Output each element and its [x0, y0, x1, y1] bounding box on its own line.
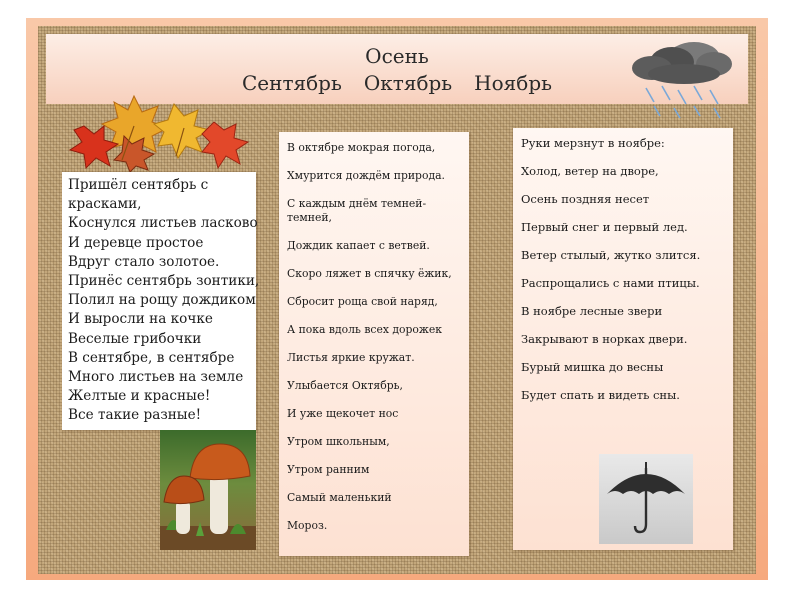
month-september: Сентябрь [241, 71, 342, 95]
poem-line: Самый маленький [287, 491, 392, 504]
poem-line: Распрощались с нами птицы. [521, 276, 700, 290]
poem-line: Будет спать и видеть сны. [521, 388, 680, 402]
poem-spacer [287, 337, 469, 351]
poem-line: Холод, ветер на дворе, [521, 164, 659, 178]
poem-line: Сбросит роща свой наряд, [287, 295, 438, 308]
poem-line: Утром школьным, [287, 435, 390, 448]
poem-spacer [287, 449, 469, 463]
poem-line: Руки мерзнут в ноябре: [521, 136, 665, 150]
poem-spacer [287, 183, 469, 197]
poem-line: Первый снег и первый лед. [521, 220, 688, 234]
poem-line: Хмурится дождём природа. [287, 169, 445, 182]
poem-spacer [521, 318, 733, 332]
poem-spacer [287, 253, 469, 267]
month-november: Ноябрь [474, 71, 553, 95]
poem-line: В ноябре лесные звери [521, 304, 663, 318]
poem-spacer [287, 155, 469, 169]
poem-spacer [287, 505, 469, 519]
umbrella-picture [599, 454, 693, 544]
poem-line: Полил на рощу дождиком [68, 292, 256, 309]
poem-spacer [287, 281, 469, 295]
poem-line: Ветер стылый, жутко злится. [521, 248, 701, 262]
october-poem-panel [279, 132, 469, 556]
mushroom-picture [160, 430, 256, 550]
poem-line: Листья яркие кружат. [287, 351, 415, 364]
poem-spacer [287, 421, 469, 435]
poem-spacer [521, 262, 733, 276]
poem-spacer [521, 150, 733, 164]
poem-spacer [287, 309, 469, 323]
poem-spacer [521, 290, 733, 304]
poem-line: Много листьев на земле [68, 369, 244, 386]
poem-line: Осень поздняя несет [521, 192, 650, 206]
poem-line: А пока вдоль всех дорожек [287, 323, 442, 336]
month-october: Октябрь [363, 71, 453, 95]
poem-spacer [521, 374, 733, 388]
mushroom-icon [160, 430, 256, 550]
poem-spacer [287, 393, 469, 407]
page-title: Осень [365, 44, 429, 68]
poem-line: В сентябре, в сентябре [68, 349, 235, 366]
poem-line: Желтые и красные! [68, 388, 211, 405]
poem-line: Вдруг стало золотое. [68, 253, 220, 270]
poem-line: Веселые грибочки [68, 330, 202, 347]
september-poem-panel [62, 172, 260, 430]
poem-line: С каждым днём темней- [287, 197, 427, 210]
poem-line: красками, [68, 196, 142, 213]
poem-line: Все такие разные! [68, 407, 202, 424]
poem-line: Пришёл сентябрь с [68, 177, 209, 193]
poem-spacer [287, 225, 469, 239]
poem-line: Коснулся листьев ласково [68, 215, 258, 232]
umbrella-icon [599, 454, 693, 544]
autumn-leaves-icon [64, 86, 254, 172]
poem-line: Улыбается Октябрь, [287, 379, 403, 392]
rain-cloud-icon [624, 34, 734, 126]
poem-line: темней, [287, 211, 332, 224]
poem-spacer [521, 234, 733, 248]
poem-line: В октябре мокрая погода, [287, 141, 436, 154]
poem-line: Дождик капает с ветвей. [287, 239, 430, 252]
poem-line: Скоро ляжет в спячку ёжик, [287, 267, 452, 280]
poem-spacer [521, 206, 733, 220]
poem-spacer [287, 477, 469, 491]
poem-line: Бурый мишка до весны [521, 360, 664, 374]
poem-spacer [287, 365, 469, 379]
poem-line: Мороз. [287, 519, 328, 532]
poem-spacer [521, 178, 733, 192]
poem-line: И выросли на кочке [68, 311, 213, 328]
poem-line: Утром ранним [287, 463, 370, 476]
poem-line: Принёс сентябрь зонтики, [68, 273, 260, 290]
poem-line: И уже щекочет нос [287, 407, 399, 420]
poem-spacer [521, 346, 733, 360]
poem-line: И деревце простое [68, 234, 204, 251]
poem-line: Закрывают в норках двери. [521, 332, 688, 346]
